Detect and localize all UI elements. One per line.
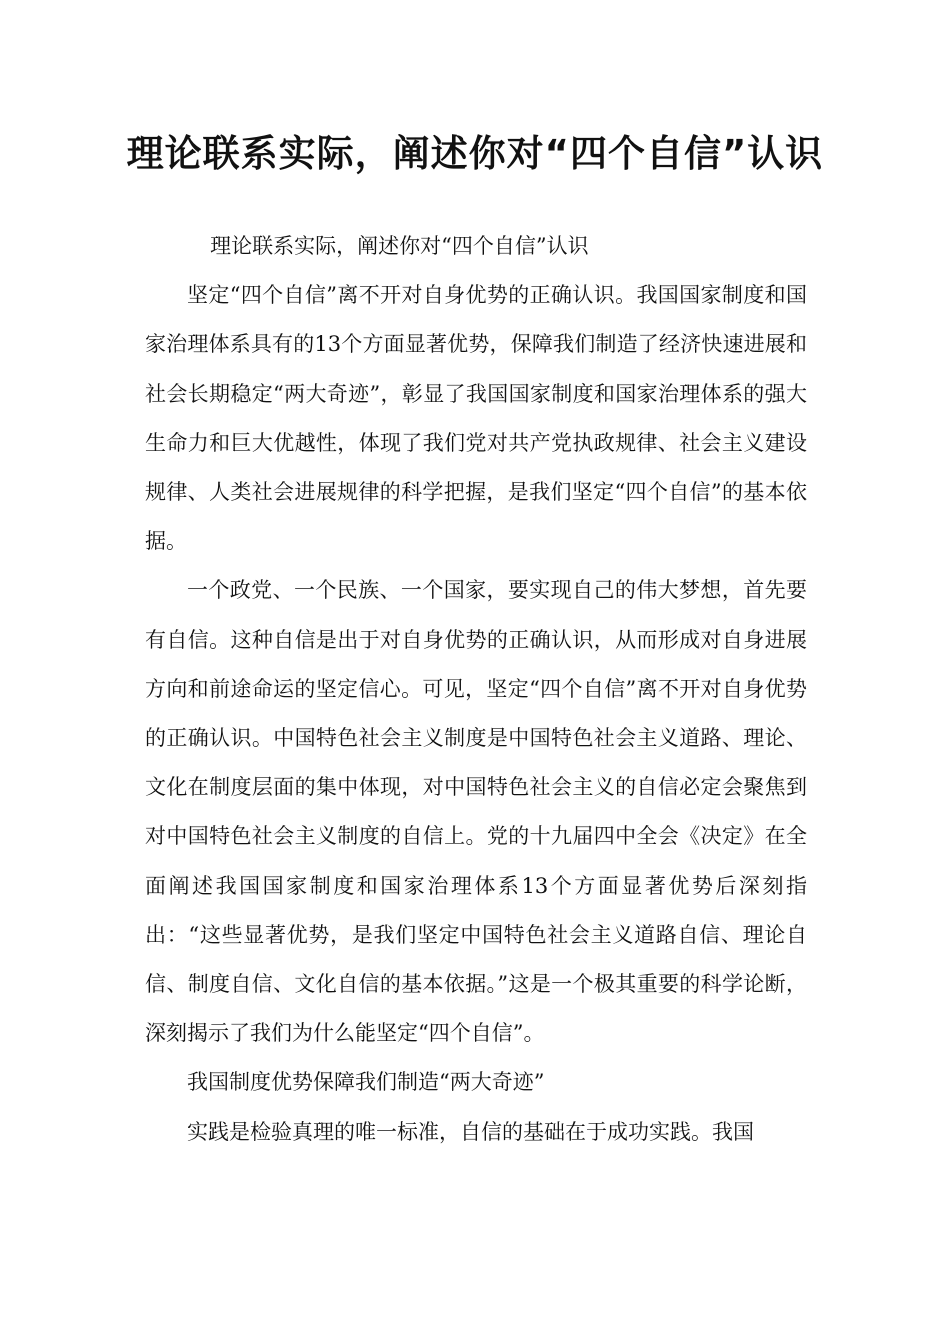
paragraph-subtitle: 理论联系实际，阐述你对“四个自信”认识	[210, 234, 589, 258]
document-body	[145, 222, 807, 1157]
paragraph-3: 实践是检验真理的唯一标准，自信的基础在于成功实践。我国	[187, 1119, 754, 1144]
document-title: 理论联系实际，阐述你对“四个自信”认识	[126, 132, 824, 175]
paragraph-1: 坚定“四个自信”离不开对自身优势的正确认识。我国国家制度和国家治理体系具有的13个方面显著优势，保障我们制造了经济快速进展和社会长期稳定“两大奇迹”，彰显了我国国家制度和国家治理体系的强大生命力和巨大优越性，体现了我们党对共产党执政规律、社会主义建设规律、人类社会进展规律的科学把握，是我们坚定“四个自信”的基本依据。	[145, 283, 807, 554]
section-heading: 我国制度优势保障我们制造“两大奇迹”	[187, 1070, 545, 1095]
paragraph-2: 一个政党、一个民族、一个国家，要实现自己的伟大梦想，首先要有自信。这种自信是出于对自身优势的正确认识，从而形成对自身进展方向和前途命运的坚定信心。可见，坚定“四个自信”离不开对自身优势的正确认识。中国特色社会主义制度是中国特色社会主义道路、理论、文化在制度层面的集中体现，对中国特色社会主义的自信必定会聚焦到对中国特色社会主义制度的自信上。党的十九届四中全会《决定》在全面阐述我国国家制度和国家治理体系13个方面显著优势后深刻指出：“这些显著优势，是我们坚定中国特色社会主义道路自信、理论自信、制度自信、文化自信的基本依据。”这是一个极其重要的科学论断，深刻揭示了我们为什么能坚定“四个自信”。	[145, 578, 807, 1046]
